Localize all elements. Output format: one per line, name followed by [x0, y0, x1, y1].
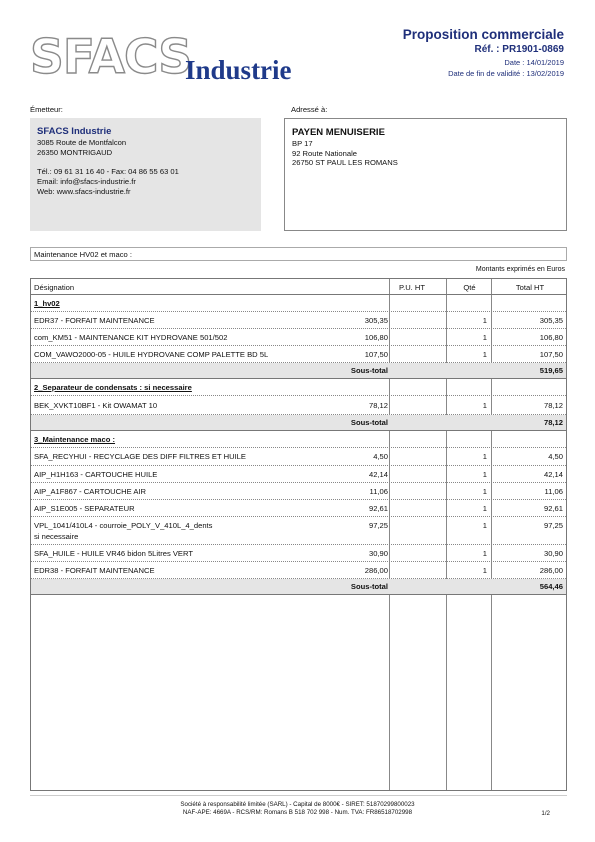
- item-unit-price: 107,50: [364, 350, 388, 359]
- item-quantity: 1: [482, 521, 487, 530]
- issuer-address-line2: 26350 MONTRIGAUD: [37, 147, 113, 157]
- issuer-email: Email: info@sfacs-industrie.fr: [37, 177, 136, 187]
- item-unit-price: 4,50: [373, 452, 388, 461]
- table-row: [31, 517, 566, 545]
- document-reference: Réf. : PR1901-0869: [474, 43, 564, 55]
- item-designation: SFA_RECYHUI - RECYCLAGE DES DIFF FILTRES ET HUILE: [34, 452, 246, 461]
- subtotal-row: [31, 579, 566, 595]
- table-row: [31, 562, 566, 579]
- table-row: [31, 483, 566, 500]
- item-quantity: 1: [482, 549, 487, 558]
- item-quantity: 1: [482, 401, 487, 410]
- item-total: 107,50: [539, 350, 563, 359]
- item-total: 92,61: [543, 504, 563, 513]
- item-designation: COM_VAWO2000-05 - HUILE HYDROVANE COMP PALETTE BD 5L: [34, 350, 269, 359]
- table-header: [31, 279, 566, 295]
- issuer-website: Web: www.sfacs-industrie.fr: [37, 186, 131, 196]
- subtotal-row: [31, 363, 566, 379]
- table-row: [31, 545, 566, 562]
- page-number: 1/2: [541, 810, 550, 817]
- validity-date: Date de fin de validité : 13/02/2019: [448, 68, 564, 78]
- item-designation: AIP_A1F867 - CARTOUCHE AIR: [34, 487, 146, 496]
- section-title: 3_Maintenance maco :: [34, 435, 116, 444]
- subtotal-row: [31, 415, 566, 431]
- subtotal-value: 78,12: [543, 418, 563, 427]
- item-total: 78,12: [543, 401, 563, 410]
- item-designation-note: si necessaire: [34, 532, 79, 541]
- item-quantity: 1: [482, 333, 487, 342]
- header-total: Total HT: [515, 283, 545, 292]
- subtotal-label: Sous-total: [350, 582, 388, 591]
- item-designation: AIP_S1E005 - SEPARATEUR: [34, 504, 135, 513]
- recipient-address-line2: 92 Route Nationale: [292, 148, 358, 158]
- item-total: 106,80: [539, 333, 563, 342]
- item-quantity: 1: [482, 316, 487, 325]
- item-quantity: 1: [482, 350, 487, 359]
- item-designation: EDR37 - FORFAIT MAINTENANCE: [34, 316, 155, 325]
- issuer-name: SFACS Industrie: [37, 126, 112, 137]
- item-unit-price: 30,90: [368, 549, 388, 558]
- table-row: [31, 312, 566, 329]
- section-header: [31, 379, 566, 396]
- logo-suffix: Industrie: [185, 55, 292, 85]
- header-unit-price: P.U. HT: [399, 283, 426, 292]
- item-total: 42,14: [543, 470, 563, 479]
- recipient-address-line1: BP 17: [292, 138, 313, 148]
- footer-divider: [30, 795, 567, 796]
- item-quantity: 1: [482, 566, 487, 575]
- item-unit-price: 11,06: [369, 487, 388, 496]
- logo-brand: SFACS: [30, 30, 192, 85]
- subtotal-value: 564,46: [539, 582, 563, 591]
- item-quantity: 1: [482, 504, 487, 513]
- document-header: [403, 28, 564, 78]
- document-date: Date : 14/01/2019: [504, 57, 564, 67]
- section-title: 2_Separateur de condensats : si necessaire: [34, 383, 192, 392]
- item-unit-price: 42,14: [368, 470, 388, 479]
- items-table: [30, 278, 567, 791]
- item-unit-price: 106,80: [364, 333, 388, 342]
- item-designation: AIP_H1H163 - CARTOUCHE HUILE: [34, 470, 158, 479]
- item-designation: BEK_XVKT10BF1 - Kit OWAMAT 10: [34, 401, 158, 410]
- document-title: Proposition commerciale: [402, 27, 564, 42]
- section-header: [31, 295, 566, 312]
- item-designation: SFA_HUILE - HUILE VR46 bidon 5Litres VERT: [34, 549, 193, 558]
- table-row: [31, 466, 566, 483]
- section-title: 1_hv02: [34, 299, 60, 308]
- issuer-address-line1: 3085 Route de Montfalcon: [37, 137, 127, 147]
- item-designation: com_KM51 - MAINTENANCE KIT HYDROVANE 501/502: [34, 333, 228, 342]
- item-quantity: 1: [482, 452, 487, 461]
- item-total: 30,90: [543, 549, 563, 558]
- item-designation: EDR38 - FORFAIT MAINTENANCE: [34, 566, 155, 575]
- table-row: [31, 329, 566, 346]
- item-total: 4,50: [548, 452, 563, 461]
- recipient-address-line3: 26750 ST PAUL LES ROMANS: [292, 158, 398, 168]
- footer-line2: NAF-APE: 4669A - RCS/RM: Romans B 518 702 998 - Num. TVA: FR86518702998: [182, 809, 413, 817]
- table-row: [31, 500, 566, 517]
- item-quantity: 1: [482, 487, 487, 496]
- item-unit-price: 92,61: [368, 504, 388, 513]
- item-total: 97,25: [543, 521, 563, 530]
- issuer-phone: Tél.: 09 61 31 16 40 - Fax: 04 86 55 63 01: [37, 167, 179, 177]
- item-designation: VPL_1041/410L4 - courroie_POLY_V_410L_4_dents: [34, 521, 213, 530]
- header-designation: Désignation: [34, 283, 75, 292]
- item-unit-price: 305,35: [364, 316, 388, 325]
- item-total: 11,06: [544, 487, 563, 496]
- subtotal-label: Sous-total: [350, 418, 388, 427]
- subtotal-value: 519,65: [539, 366, 563, 375]
- recipient-name: PAYEN MENUISERIE: [292, 127, 385, 138]
- item-total: 305,35: [539, 316, 563, 325]
- item-unit-price: 286,00: [364, 566, 388, 575]
- header-quantity: Qté: [463, 283, 476, 292]
- footer-line1: Société à responsabilité limitée (SARL) - Capital de 8000€ - SIRET: 51870299800023: [180, 801, 415, 808]
- proposal-subject: Maintenance HV02 et maco :: [30, 247, 567, 261]
- table-row: [31, 396, 566, 415]
- recipient-label: Adressé à:: [291, 105, 328, 114]
- item-quantity: 1: [482, 470, 487, 479]
- recipient-box: [284, 118, 567, 231]
- currency-note: Montants exprimés en Euros: [475, 266, 565, 273]
- table-row: [31, 448, 566, 466]
- issuer-box: [30, 118, 261, 231]
- issuer-label: Émetteur:: [30, 105, 63, 114]
- legal-footer: [0, 801, 595, 818]
- table-row: [31, 346, 566, 363]
- section-header: [31, 431, 566, 448]
- company-logo: [30, 30, 320, 90]
- item-unit-price: 97,25: [368, 521, 388, 530]
- item-total: 286,00: [539, 566, 563, 575]
- subtotal-label: Sous-total: [350, 366, 388, 375]
- item-unit-price: 78,12: [368, 401, 388, 410]
